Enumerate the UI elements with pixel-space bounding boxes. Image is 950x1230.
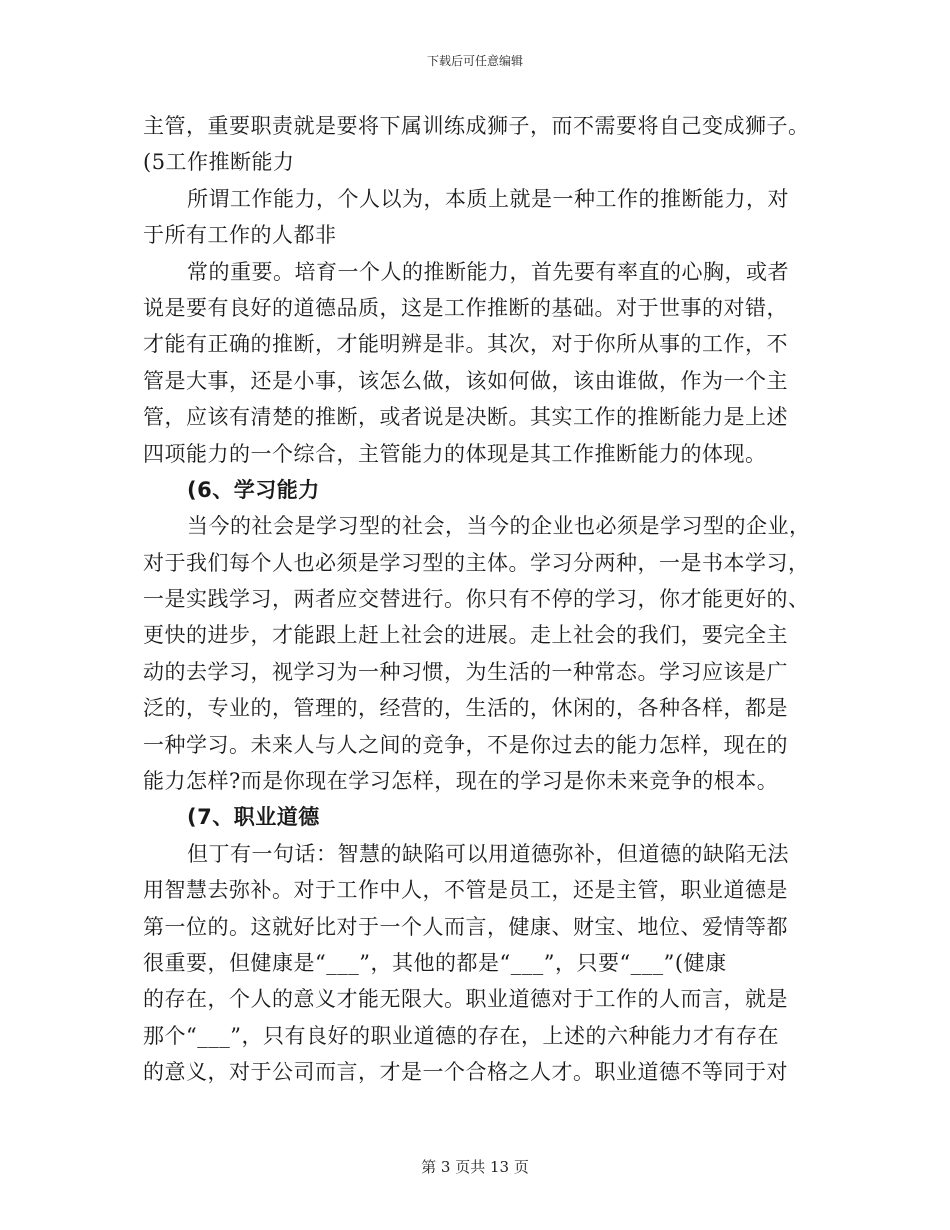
page-footer: 第 3 页共 13 页 [421, 1158, 529, 1176]
text-line: 更快的进步，才能跟上赶上社会的进展。走上社会的我们，要完全主 [143, 623, 788, 648]
text-line: 的意义，对于公司而言，才是一个合格之人才。职业道德不等同于对 [143, 1060, 788, 1085]
text-line: 四项能力的一个综合，主管能力的体现是其工作推断能力的体现。 [143, 441, 767, 466]
text-line: 一是实践学习，两者应交替进行。你只有不停的学习，你才能更好的、 [143, 587, 810, 612]
section-heading-ethics: (7、职业道德 [187, 805, 320, 830]
text-line: 那个“___”，只有良好的职业道德的存在，上述的六种能力才有存在 [143, 1023, 779, 1048]
text-line: 泛的，专业的，管理的，经营的，生活的，休闲的，各种各样，都是 [143, 696, 788, 721]
text-line: 动的去学习，视学习为一种习惯，为生活的一种常态。学习应该是广 [143, 659, 788, 684]
text-line: 一种学习。未来人与人之间的竞争，不是你过去的能力怎样，现在的 [143, 732, 788, 757]
text-line: 很重要，但健康是“___”，其他的都是“___”，只要“___”(健康 [143, 950, 727, 975]
text-line: 管是大事，还是小事，该怎么做，该如何做，该由谁做，作为一个主 [143, 368, 788, 393]
section-heading-learning: (6、学习能力 [187, 477, 320, 502]
text-line: 当今的社会是学习型的社会，当今的企业也必须是学习型的企业， [187, 514, 811, 539]
text-line: 第一位的。这就好比对于一个人而言，健康、财宝、地位、爱情等都 [143, 914, 788, 939]
text-line: 才能有正确的推断，才能明辨是非。其次，对于你所从事的工作，不 [143, 332, 788, 357]
text-line: 用智慧去弥补。对于工作中人，不管是员工，还是主管，职业道德是 [143, 878, 788, 903]
text-line: 但丁有一句话：智慧的缺陷可以用道德弥补，但道德的缺陷无法 [187, 841, 789, 866]
text-line: 对于我们每个人也必须是学习型的主体。学习分两种，一是书本学习， [143, 550, 810, 575]
text-line: 主管，重要职责就是要将下属训练成狮子，而不需要将自己变成狮子。 [143, 114, 810, 138]
page-header: 下载后可任意编辑 [426, 54, 523, 68]
text-line: (5工作推断能力 [143, 150, 295, 175]
text-line: 管，应该有清楚的推断，或者说是决断。其实工作的推断能力是上述 [143, 405, 788, 430]
text-line: 所谓工作能力，个人以为，本质上就是一种工作的推断能力，对 [187, 186, 789, 211]
document-body [143, 108, 811, 1091]
text-line: 于所有工作的人都非 [143, 223, 337, 248]
text-line: 的存在，个人的意义才能无限大。职业道德对于工作的人而言，就是 [143, 987, 788, 1012]
text-line: 能力怎样?而是你现在学习怎样，现在的学习是你未来竞争的根本。 [143, 769, 779, 794]
text-line: 说是要有良好的道德品质，这是工作推断的基础。对于世事的对错， [143, 295, 788, 320]
text-line: 常的重要。培育一个人的推断能力，首先要有率直的心胸，或者 [187, 259, 789, 284]
